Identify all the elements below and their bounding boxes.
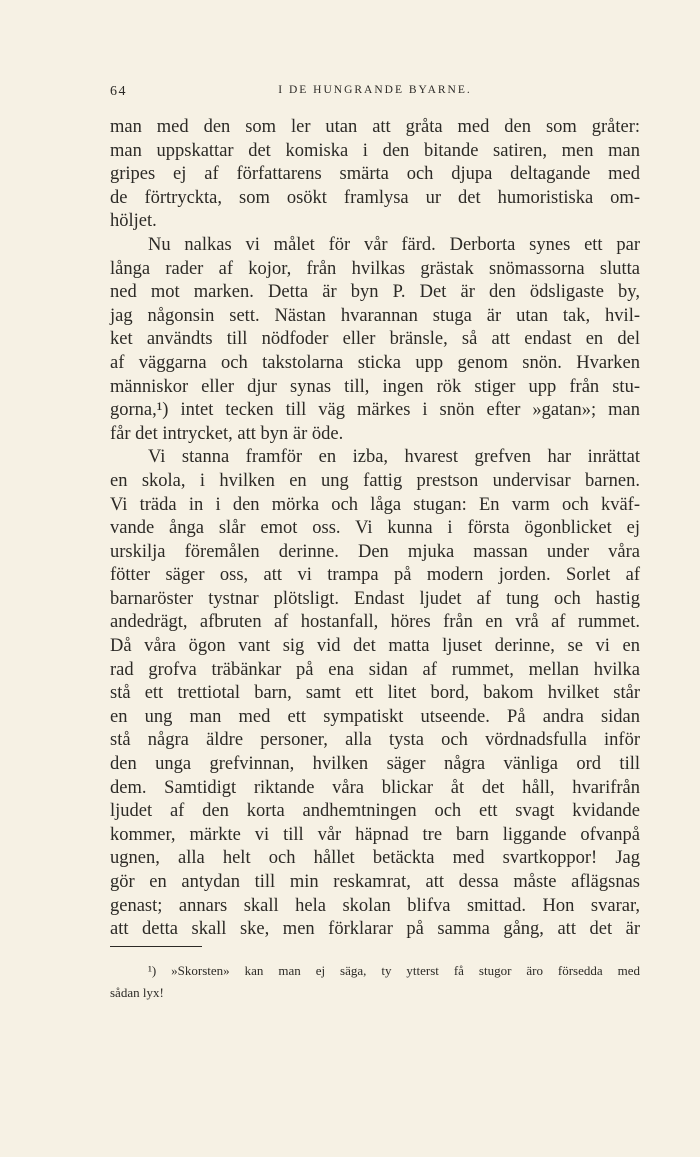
- running-head: I DE HUNGRANDE BYARNE.: [278, 84, 472, 96]
- text-line: Nu nalkas vi målet för vår färd. Derborta synes ett par: [148, 234, 640, 255]
- text-line: man med den som ler utan att gråta med den som gråter:: [110, 117, 640, 137]
- text-line: jag någonsin sett. Nästan hvarannan stuga är utan tak, hvil-: [110, 305, 640, 326]
- body-text: [110, 116, 640, 942]
- text-line: en ung man med ett sympatiskt utseende. På andra sidan: [110, 706, 640, 727]
- text-line: Vi träda in i den mörka och låga stugan: En varm och kväf-: [110, 494, 640, 515]
- page-number: 64: [110, 84, 127, 99]
- text-line: den unga grefvinnan, hvilken säger några vänliga ord till: [110, 754, 640, 775]
- text-line: gripes ej af författarens smärta och djupa deltagande med: [110, 164, 640, 185]
- text-line: människor eller djur synas till, ingen rök stiger upp från stu-: [110, 376, 640, 397]
- text-line: en skola, i hvilken en ung fattig prestson undervisar barnen.: [110, 470, 640, 491]
- text-line: fötter säger oss, att vi trampa på modern jorden. Sorlet af: [110, 565, 640, 586]
- text-line: stå några äldre personer, alla tysta och vördnadsfulla inför: [110, 730, 640, 751]
- text-line: af väggarna och takstolarna sticka upp genom snön. Hvarken: [110, 352, 640, 373]
- text-line: rad grofva träbänkar på ena sidan af rummet, mellan hvilka: [110, 659, 640, 680]
- text-line: stå ett trettiotal barn, samt ett litet bord, bakom hvilket står: [110, 683, 640, 704]
- text-line: får det intrycket, att byn är öde.: [110, 423, 344, 444]
- text-line: höljet.: [110, 211, 157, 232]
- text-line: Vi stanna framför en izba, hvarest grefven har inrättat: [148, 447, 640, 468]
- text-line: dem. Samtidigt riktande våra blickar åt det håll, hvarifrån: [110, 777, 640, 798]
- text-line: gör en antydan till min reskamrat, att dessa måste aflägsnas: [110, 872, 640, 892]
- text-line: långa rader af kojor, från hvilkas grästak snömassorna slutta: [110, 258, 640, 279]
- text-line: ket användts till nödfoder eller bränsle, så att endast en del: [110, 329, 640, 350]
- footnote-line: sådan lyx!: [110, 985, 164, 1000]
- text-line: ned mot marken. Detta är byn P. Det är den ödsligaste by,: [110, 282, 640, 303]
- text-line: de förtryckta, som osökt framlysa ur det humoristiska om-: [110, 187, 640, 208]
- text-line: barnaröster tystnar plötsligt. Endast ljudet af tung och hastig: [110, 588, 640, 609]
- text-line: man uppskattar det komiska i den bitande satiren, men man: [110, 140, 640, 161]
- page-header: [110, 84, 640, 108]
- text-line: gorna,¹) intet tecken till väg märkes i snön efter »gatan»; man: [110, 400, 640, 421]
- text-line: andedrägt, afbruten af hostanfall, höres från en vrå af rummet.: [110, 612, 640, 633]
- text-line: urskilja föremålen derinne. Den mjuka massan under våra: [110, 541, 640, 562]
- text-line: vande ånga slår emot oss. Vi kunna i första ögonblicket ej: [110, 518, 640, 539]
- footnote: [110, 960, 640, 1004]
- text-line: ljudet af den korta andhemtningen och ett svagt kvidande: [110, 801, 640, 822]
- text-line: att detta skall ske, men förklarar på samma gång, att det är: [110, 919, 640, 940]
- text-line: kommer, märkte vi till vår häpnad tre barn liggande ofvanpå: [110, 824, 640, 845]
- footnote-divider: [110, 946, 202, 947]
- text-line: genast; annars skall hela skolan blifva smittad. Hon svarar,: [110, 895, 640, 916]
- text-line: ugnen, alla helt och hållet betäckta med svartkoppor! Jag: [110, 848, 640, 869]
- text-line: Då våra ögon vant sig vid det matta ljuset derinne, se vi en: [110, 636, 640, 657]
- footnote-line: ¹) »Skorsten» kan man ej säga, ty ytterst få stugor äro försedda med: [148, 963, 640, 978]
